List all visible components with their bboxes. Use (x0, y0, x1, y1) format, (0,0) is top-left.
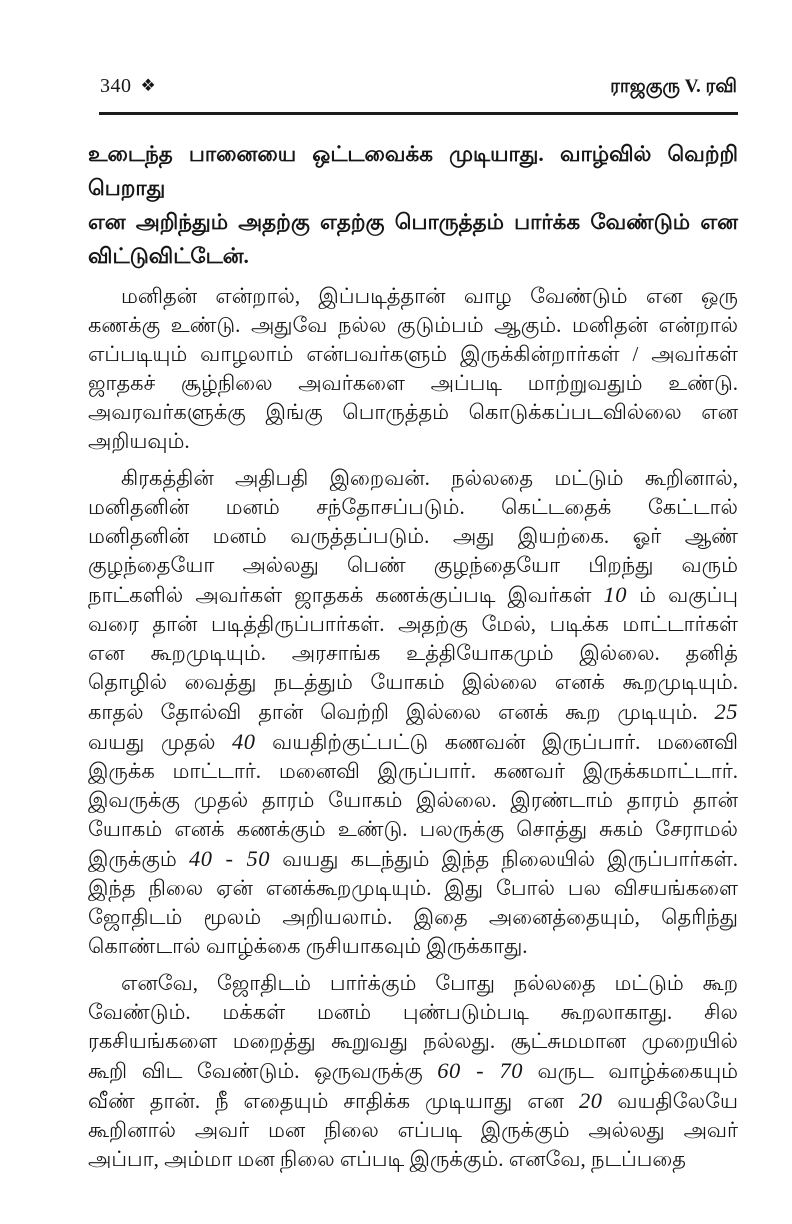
page-number: 340 (100, 75, 132, 97)
text-line: அப்பா, அம்மா மன நிலை எப்படி இருக்கும். எனவே, நடப்பதை (88, 1147, 686, 1171)
text-line: எப்படியும் வாழலாம் என்பவர்களும் இருக்கின்றார்கள் / அவர்கள் (88, 342, 738, 366)
text-line: என கூறமுடியும். அரசாங்க உத்தியோகமும் இல்லை. தனித் (88, 641, 738, 665)
section-heading (88, 137, 738, 273)
text-line: கொண்டால் வாழ்க்கை ருசியாகவும் இருக்காது. (88, 934, 528, 958)
text-line: இந்த நிலை ஏன் எனக்கூறமுடியும். இது போல் பல விசயங்களை (88, 876, 738, 900)
text-line: வீண் தான். நீ எதையும் சாதிக்க முடியாது என 20 வயதிலேயே (88, 1088, 738, 1113)
text-line: நாட்களில் அவர்கள் ஜாதகக் கணக்குப்படி இவர்கள் 10 ம் வகுப்பு (88, 582, 738, 607)
numeral: 20 (578, 1088, 603, 1113)
running-header (100, 74, 737, 99)
text-line: காதல் தோல்வி தான் வெற்றி இல்லை எனக் கூற முடியும். 25 (88, 699, 738, 724)
text-line: அறியவும். (88, 429, 190, 453)
paragraph-2 (88, 464, 738, 961)
text-line: கிரகத்தின் அதிபதி இறைவன். நல்லதை மட்டும் கூறினால், (121, 466, 738, 490)
diamond-ornament-icon: ❖ (140, 76, 156, 95)
text-line: வேண்டும். மக்கள் மனம் புண்படும்படி கூறலாகாது. சில (88, 1000, 738, 1024)
text-line: அவரவர்களுக்கு இங்கு பொருத்தம் கொடுக்கப்படவில்லை என (88, 400, 738, 424)
text-line: இருக்கும் 40 - 50 வயது கடந்தும் இந்த நிலையில் இருப்பார்கள். (88, 846, 738, 871)
numeral: 40 - 50 (188, 846, 270, 871)
text-line: வரை தான் படித்திருப்பார்கள். அதற்கு மேல், படிக்க மாட்டார்கள் (88, 612, 738, 636)
text-line: குழந்தையோ அல்லது பெண் குழந்தையோ பிறந்து வரும் (88, 553, 738, 577)
text-line: இருக்க மாட்டார். மனைவி இருப்பார். கணவர் இருக்கமாட்டார். (88, 759, 738, 783)
text-line: கணக்கு உண்டு. அதுவே நல்ல குடும்பம் ஆகும். மனிதன் என்றால் (88, 313, 738, 337)
text-line: எனவே, ஜோதிடம் பார்க்கும் போது நல்லதை மட்டும் கூற (121, 971, 738, 995)
numeral: 40 (232, 729, 256, 754)
text-line: மனிதனின் மனம் சந்தோசப்படும். கெட்டதைக் கேட்டால் (88, 495, 738, 519)
text-line: உடைந்த பானையை ஒட்டவைக்க முடியாது. வாழ்வில் வெற்றி பெறாது (88, 142, 738, 200)
numeral: 60 - 70 (437, 1058, 523, 1083)
text-line: தொழில் வைத்து நடத்தும் யோகம் இல்லை எனக் கூறமுடியும். (88, 670, 738, 694)
numeral: 25 (714, 699, 738, 724)
paragraph-1 (88, 282, 738, 456)
running-head-author: ராஜகுரு V. ரவி (610, 76, 737, 97)
text-line: கூறி விட வேண்டும். ஒருவருக்கு 60 - 70 வருட வாழ்க்கையும் (88, 1058, 738, 1083)
page-body (88, 137, 738, 1182)
text-line: இவருக்கு முதல் தாரம் யோகம் இல்லை. இரண்டாம் தாரம் தான் (88, 788, 738, 812)
text-line: மனிதன் என்றால், இப்படித்தான் வாழ வேண்டும் என ஒரு (121, 284, 738, 308)
numeral: 10 (603, 582, 627, 607)
text-line: மனிதனின் மனம் வருத்தப்படும். அது இயற்கை. ஓர் ஆண் (88, 524, 738, 548)
text-line: ரகசியங்களை மறைத்து கூறுவது நல்லது. சூட்சுமமான முறையில் (88, 1029, 738, 1053)
text-line: ஜோதிடம் மூலம் அறியலாம். இதை அனைத்தையும், தெரிந்து (88, 905, 738, 929)
paragraph-3 (88, 969, 738, 1174)
text-line: என அறிந்தும் அதற்கு எதற்கு பொருத்தம் பார்க்க வேண்டும் என (88, 210, 738, 234)
text-line: கூறினால் அவர் மன நிலை எப்படி இருக்கும் அல்லது அவர் (88, 1118, 738, 1142)
text-line: வயது முதல் 40 வயதிற்குட்பட்டு கணவன் இருப்பார். மனைவி (88, 729, 738, 754)
text-line: யோகம் எனக் கணக்கும் உண்டு. பலருக்கு சொத்து சுகம் சேராமல் (88, 817, 738, 841)
text-line: ஜாதகச் சூழ்நிலை அவர்களை அப்படி மாற்றுவதும் உண்டு. (88, 371, 738, 395)
header-rule (99, 112, 738, 115)
text-line: விட்டுவிட்டேன். (88, 244, 249, 268)
